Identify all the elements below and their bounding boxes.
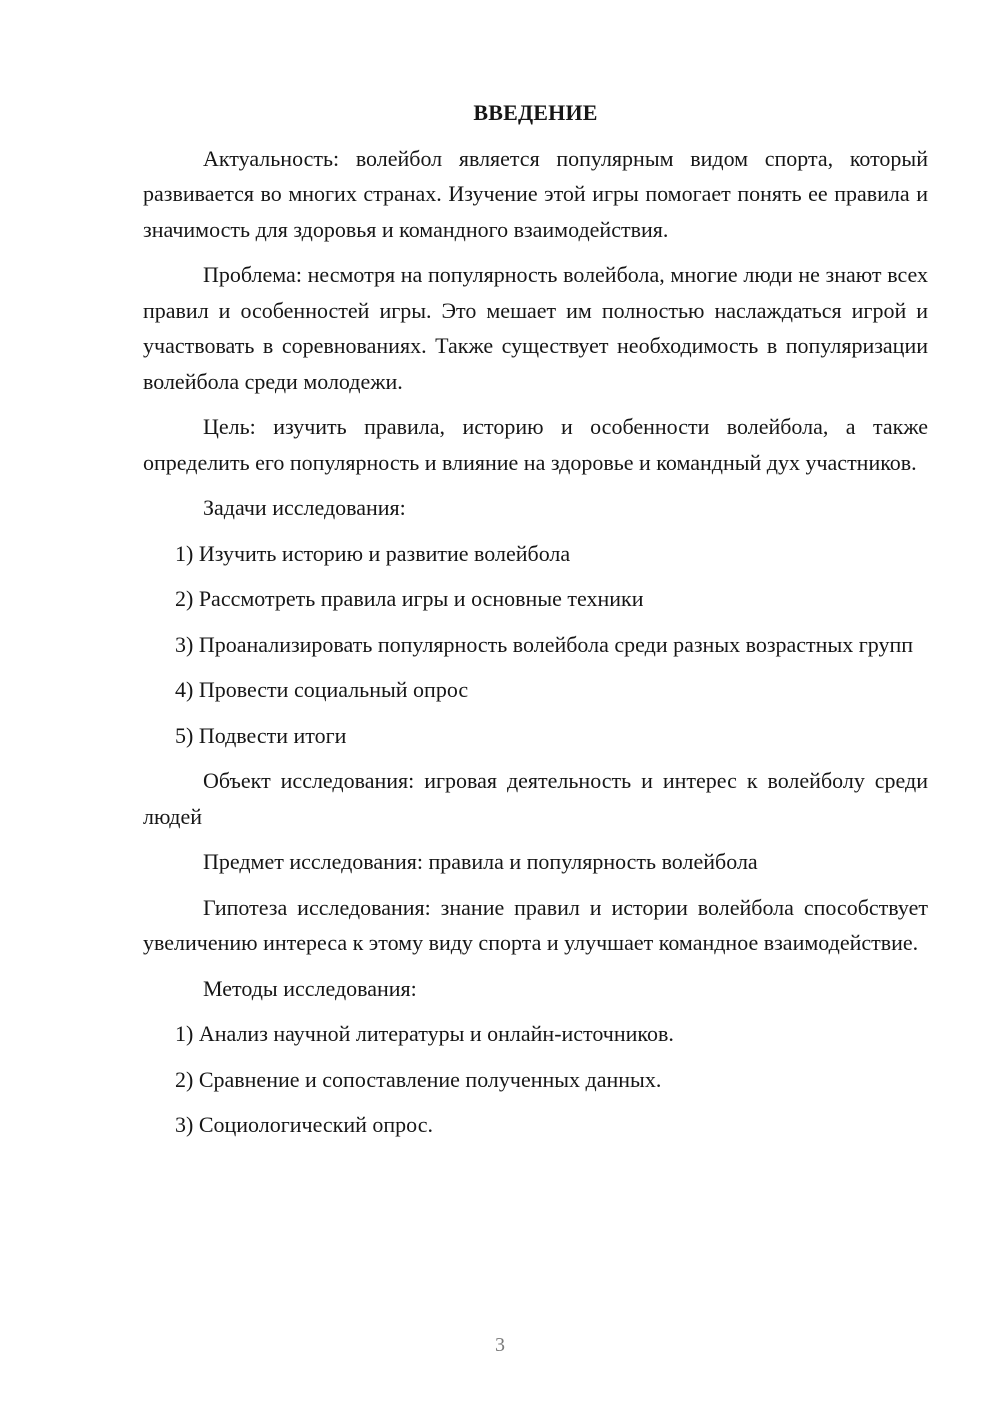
subject-paragraph: Предмет исследования: правила и популярность волейбола — [203, 849, 758, 874]
task-item: 3) Проанализировать популярность волейбола среди разных возрастных групп — [175, 631, 914, 657]
method-item: 3) Социологический опрос. — [175, 1112, 433, 1137]
section-title: ВВЕДЕНИЕ — [473, 100, 598, 125]
page-number: 3 — [495, 1334, 505, 1356]
task-item: 5) Подвести итоги — [175, 722, 347, 748]
task-item: 1) Изучить историю и развитие волейбола — [175, 540, 571, 566]
tasks-heading: Задачи исследования: — [203, 495, 406, 520]
task-item: 2) Рассмотреть правила игры и основные техники — [175, 586, 644, 611]
method-item: 1) Анализ научной литературы и онлайн-источников. — [175, 1021, 674, 1046]
goal-paragraph: Цель: изучить правила, историю и особенности волейбола, а также определить его популярность и влияние на здоровье и командный дух участников. — [143, 414, 928, 475]
methods-heading: Методы исследования: — [203, 975, 417, 1001]
method-item: 2) Сравнение и сопоставление полученных данных. — [175, 1066, 662, 1092]
document-page — [143, 95, 928, 1153]
hypothesis-paragraph: Гипотеза исследования: знание правил и истории волейбола способствует увеличению интереса к этому виду спорта и улучшает командное взаимодействие. — [143, 894, 928, 955]
relevance-paragraph: Актуальность: волейбол является популярным видом спорта, который развивается во многих странах. Изучение этой игры помогает понять ее правила и значимость для здоровья и командного взаимодействия. — [143, 145, 928, 242]
object-paragraph: Объект исследования: игровая деятельность и интерес к волейболу среди людей — [143, 768, 928, 829]
task-item: 4) Провести социальный опрос — [175, 677, 469, 702]
problem-paragraph: Проблема: несмотря на популярность волейбола, многие люди не знают всех правил и особенностей игры. Это мешает им полностью наслаждаться игрой и участвовать в соревнованиях. Также существует необходимость в популяризации волейбола среди молодежи. — [143, 262, 928, 394]
